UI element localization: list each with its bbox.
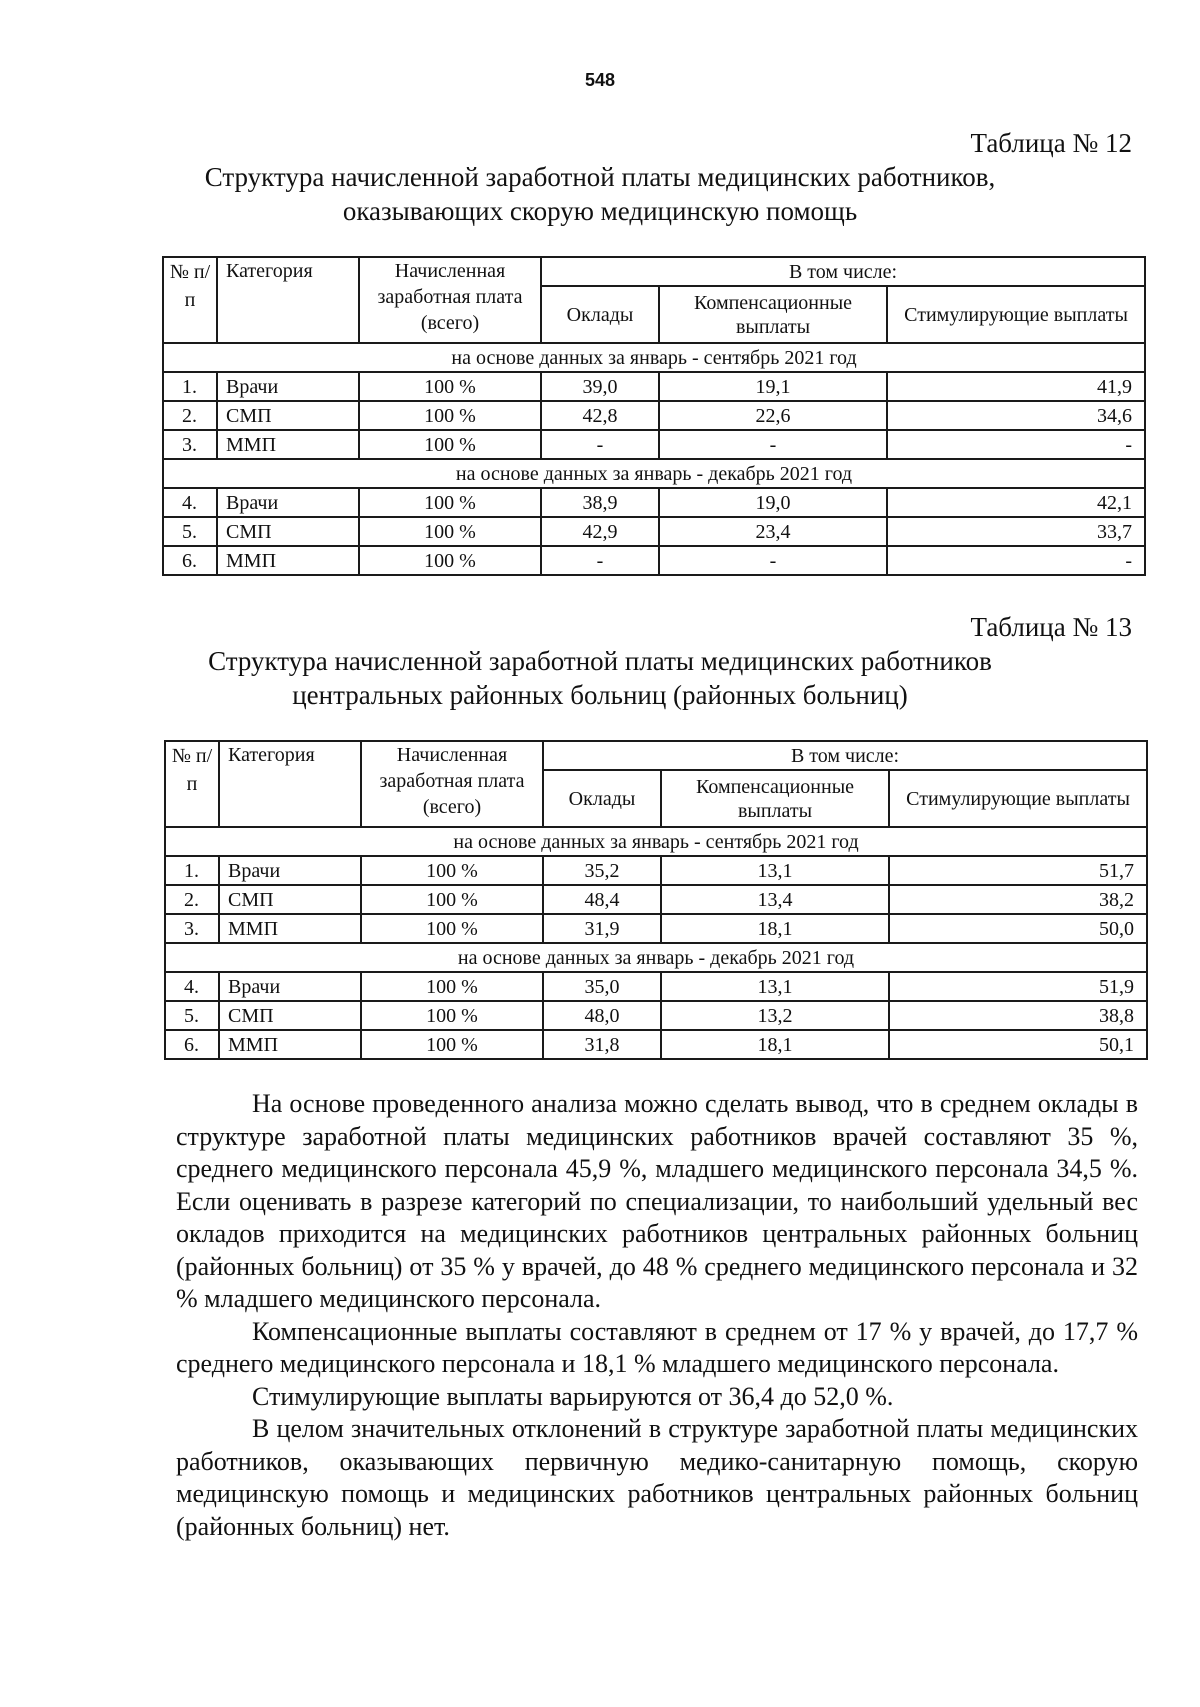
- row-compensation: 23,4: [659, 517, 887, 546]
- table-12-label: Таблица № 12: [970, 128, 1132, 158]
- row-incentive: 51,9: [889, 972, 1147, 1001]
- row-salaries: 42,9: [541, 517, 659, 546]
- row-category: ММП: [217, 546, 359, 575]
- table-row: [163, 546, 1145, 575]
- row-compensation: 18,1: [661, 914, 889, 943]
- table-13-section-1: на основе данных за январь - сентябрь 2021 год: [165, 827, 1147, 856]
- row-category: СМП: [219, 885, 361, 914]
- row-salaries: 35,0: [543, 972, 661, 1001]
- row-incentive: 50,0: [889, 914, 1147, 943]
- row-total: 100 %: [359, 430, 541, 459]
- table-row: [165, 885, 1147, 914]
- row-total: 100 %: [361, 885, 543, 914]
- row-num: 4.: [165, 972, 219, 1001]
- row-incentive: -: [887, 430, 1145, 459]
- table-row: [163, 372, 1145, 401]
- table-13-section-row: [165, 827, 1147, 856]
- table-row: [163, 488, 1145, 517]
- table-12-header-compensation: Компенсационные выплаты: [659, 286, 887, 343]
- row-num: 3.: [165, 914, 219, 943]
- row-category: СМП: [217, 401, 359, 430]
- table-13-title-line-1: Структура начисленной заработной платы медицинских работников: [208, 646, 992, 676]
- table-13-header-including: В том числе:: [543, 741, 1147, 770]
- row-num: 2.: [163, 401, 217, 430]
- table-row: [163, 517, 1145, 546]
- row-salaries: 38,9: [541, 488, 659, 517]
- row-total: 100 %: [359, 546, 541, 575]
- row-total: 100 %: [361, 972, 543, 1001]
- conclusion-text: [176, 1088, 1138, 1543]
- page-number: 548: [584, 70, 616, 90]
- row-total: 100 %: [361, 1001, 543, 1030]
- table-13-title: [0, 644, 1200, 712]
- table-12-section-1: на основе данных за январь - сентябрь 2021 год: [163, 343, 1145, 372]
- row-total: 100 %: [359, 488, 541, 517]
- row-compensation: 19,1: [659, 372, 887, 401]
- table-13-header-incentive: Стимулирующие выплаты: [889, 770, 1147, 827]
- row-total: 100 %: [359, 401, 541, 430]
- row-num: 5.: [165, 1001, 219, 1030]
- table-row: [165, 914, 1147, 943]
- row-num: 3.: [163, 430, 217, 459]
- row-total: 100 %: [361, 914, 543, 943]
- table-row: [163, 401, 1145, 430]
- paragraph-3: Стимулирующие выплаты варьируются от 36,4 до 52,0 %.: [252, 1381, 894, 1411]
- row-incentive: 38,8: [889, 1001, 1147, 1030]
- row-incentive: -: [887, 546, 1145, 575]
- row-num: 5.: [163, 517, 217, 546]
- row-category: СМП: [217, 517, 359, 546]
- row-salaries: 42,8: [541, 401, 659, 430]
- table-12-header-total: Начисленная заработная плата (всего): [359, 257, 541, 343]
- row-category: ММП: [217, 430, 359, 459]
- table-13-label: Таблица № 13: [970, 612, 1132, 642]
- table-12-title: [0, 160, 1200, 228]
- row-salaries: -: [541, 546, 659, 575]
- table-12-section-row: [163, 459, 1145, 488]
- row-compensation: 13,4: [661, 885, 889, 914]
- row-compensation: 18,1: [661, 1030, 889, 1059]
- table-13: [164, 740, 1148, 1060]
- row-compensation: -: [659, 546, 887, 575]
- row-incentive: 42,1: [887, 488, 1145, 517]
- row-total: 100 %: [359, 372, 541, 401]
- row-category: Врачи: [219, 856, 361, 885]
- row-salaries: 48,0: [543, 1001, 661, 1030]
- row-num: 1.: [165, 856, 219, 885]
- row-num: 2.: [165, 885, 219, 914]
- row-salaries: 31,9: [543, 914, 661, 943]
- table-row: [163, 430, 1145, 459]
- row-total: 100 %: [361, 856, 543, 885]
- row-total: 100 %: [359, 517, 541, 546]
- row-category: Врачи: [217, 372, 359, 401]
- table-12-title-line-2: оказывающих скорую медицинскую помощь: [342, 196, 858, 226]
- table-row: [165, 972, 1147, 1001]
- row-num: 4.: [163, 488, 217, 517]
- row-compensation: 13,1: [661, 972, 889, 1001]
- table-13-header-total: Начисленная заработная плата (всего): [361, 741, 543, 827]
- row-category: Врачи: [217, 488, 359, 517]
- paragraph-4: В целом значительных отклонений в структуре заработной платы медицинских работников, оказывающих первичную медико-санитарную помощь, скорую медицинскую помощь и медицинских работников центральных районных больниц (районных больниц) нет.: [176, 1414, 1138, 1541]
- table-12-title-line-1: Структура начисленной заработной платы медицинских работников,: [204, 162, 996, 192]
- table-13-section-row: [165, 943, 1147, 972]
- row-compensation: 22,6: [659, 401, 887, 430]
- table-12-header-incentive: Стимулирующие выплаты: [887, 286, 1145, 343]
- table-row: [165, 1001, 1147, 1030]
- row-category: ММП: [219, 914, 361, 943]
- table-row: [165, 856, 1147, 885]
- table-12-header-category: Категория: [217, 257, 359, 343]
- row-incentive: 33,7: [887, 517, 1145, 546]
- table-13-header-salaries: Оклады: [543, 770, 661, 827]
- row-num: 6.: [165, 1030, 219, 1059]
- table-12-section-2: на основе данных за январь - декабрь 2021 год: [163, 459, 1145, 488]
- table-12-section-row: [163, 343, 1145, 372]
- paragraph-2: Компенсационные выплаты составляют в среднем от 17 % у врачей, до 17,7 % среднего медицинского персонала и 18,1 % младшего медицинского персонала.: [176, 1316, 1138, 1378]
- row-category: Врачи: [219, 972, 361, 1001]
- row-salaries: 31,8: [543, 1030, 661, 1059]
- row-category: ММП: [219, 1030, 361, 1059]
- table-13-header-num: № п/п: [165, 741, 219, 827]
- row-total: 100 %: [361, 1030, 543, 1059]
- row-compensation: 13,2: [661, 1001, 889, 1030]
- row-salaries: 48,4: [543, 885, 661, 914]
- row-salaries: 39,0: [541, 372, 659, 401]
- table-13-header-compensation: Компенсационные выплаты: [661, 770, 889, 827]
- table-row: [165, 1030, 1147, 1059]
- table-13-header-category: Категория: [219, 741, 361, 827]
- row-salaries: 35,2: [543, 856, 661, 885]
- table-12-header-including: В том числе:: [541, 257, 1145, 286]
- table-12: [162, 256, 1146, 576]
- row-compensation: 19,0: [659, 488, 887, 517]
- row-incentive: 50,1: [889, 1030, 1147, 1059]
- row-compensation: 13,1: [661, 856, 889, 885]
- row-category: СМП: [219, 1001, 361, 1030]
- row-incentive: 41,9: [887, 372, 1145, 401]
- table-13-section-2: на основе данных за январь - декабрь 2021 год: [165, 943, 1147, 972]
- table-12-header-salaries: Оклады: [541, 286, 659, 343]
- row-num: 6.: [163, 546, 217, 575]
- table-13-title-line-2: центральных районных больниц (районных больниц): [292, 680, 908, 710]
- row-num: 1.: [163, 372, 217, 401]
- row-incentive: 38,2: [889, 885, 1147, 914]
- table-13-header-row-1: [165, 741, 1147, 770]
- row-incentive: 51,7: [889, 856, 1147, 885]
- paragraph-1: На основе проведенного анализа можно сделать вывод, что в среднем оклады в структуре заработной платы медицинских работников врачей составляют 35 %, среднего медицинского персонала 45,9 %, младшего медицинского персонала 34,5 %. Если оценивать в разрезе категорий по специализации, то наибольший удельный вес окладов приходится на медицинских работников центральных районных больниц (районных больниц) от 35 % у врачей, до 48 % среднего медицинского персонала и 32 % младшего медицинского персонала.: [176, 1089, 1138, 1313]
- row-incentive: 34,6: [887, 401, 1145, 430]
- row-compensation: -: [659, 430, 887, 459]
- row-salaries: -: [541, 430, 659, 459]
- table-12-header-num: № п/п: [163, 257, 217, 343]
- table-12-header-row-1: [163, 257, 1145, 286]
